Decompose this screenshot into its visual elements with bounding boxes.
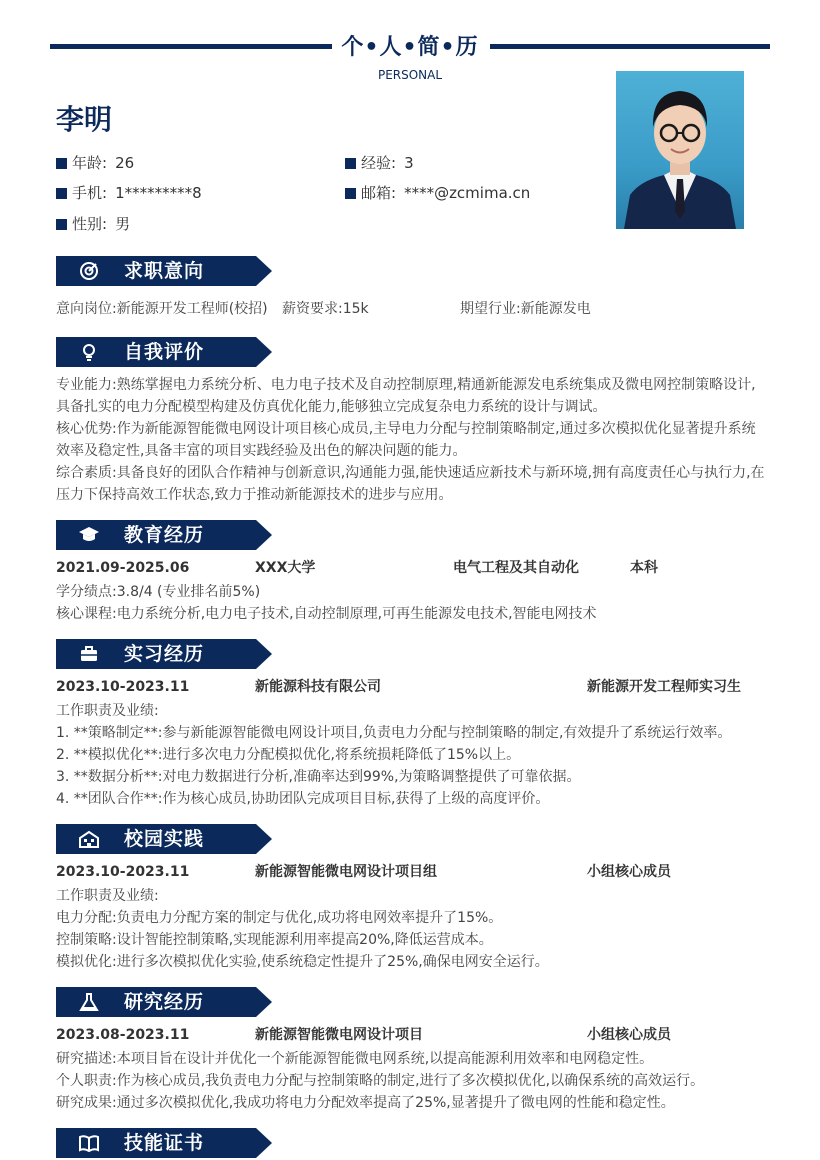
bullet-square-icon <box>56 219 67 230</box>
email-value: ****@zcmima.cn <box>404 184 531 202</box>
internship-duty-label: 工作职责及业绩: <box>56 703 159 719</box>
email-label: 邮箱: <box>361 184 397 202</box>
gender-label: 性别: <box>72 215 108 233</box>
avatar-illustration <box>616 71 744 229</box>
section-title-skills: 技能证书 <box>124 1132 205 1154</box>
self-eval-item: 专业能力:熟练掌握电力系统分析、电力电子技术及自动控制原理,精通新能源发电系统集成及微电网控制策略设计,具备扎实的电力分配模型构建及仿真优化能力,能够独立完成复杂电力系统的设计与调试。 <box>56 377 756 415</box>
section-header-campus <box>56 824 272 854</box>
education-major: 电气工程及其自动化 <box>453 560 579 576</box>
self-eval-item: 综合素质:具备良好的团队合作精神与创新意识,沟通能力强,能快速适应新技术与新环境,拥有高度责任心与执行力,在压力下保持高效工作状态,致力于推动新能源技术的进步与应用。 <box>56 465 765 503</box>
phone-label: 手机: <box>72 184 108 202</box>
internship-item: 1. **策略制定**:参与新能源智能微电网设计项目,负责电力分配与控制策略的制定,有效提升了系统运行效率。 <box>56 725 732 741</box>
research-project: 新能源智能微电网设计项目 <box>255 1027 423 1043</box>
education-degree: 本科 <box>630 560 658 576</box>
header-rule-right <box>490 44 770 49</box>
page-title: 个•人•简•历 <box>341 35 479 60</box>
section-title-internship: 实习经历 <box>124 643 205 665</box>
section-title-campus: 校园实践 <box>124 828 205 850</box>
age-value: 26 <box>115 154 135 172</box>
section-header-intent <box>56 256 272 286</box>
book-icon <box>78 1133 100 1153</box>
info-email <box>345 183 530 203</box>
bullet-square-icon <box>345 188 356 199</box>
intent-salary: 薪资要求:15k <box>282 301 369 317</box>
section-title-intent: 求职意向 <box>124 260 205 282</box>
education-courses: 核心课程:电力系统分析,电力电子技术,自动控制原理,可再生能源发电技术,智能电网技术 <box>56 606 597 622</box>
intent-position: 意向岗位:新能源开发工程师(校招) <box>56 301 268 317</box>
campus-item: 模拟优化:进行多次模拟优化实验,使系统稳定性提升了25%,确保电网安全运行。 <box>56 954 549 970</box>
info-age <box>56 153 134 173</box>
gender-value: 男 <box>115 215 131 233</box>
internship-item: 4. **团队合作**:作为核心成员,协助团队完成项目目标,获得了上级的高度评价。 <box>56 791 550 807</box>
section-title-research: 研究经历 <box>124 991 205 1013</box>
internship-company: 新能源科技有限公司 <box>255 679 381 695</box>
header-rule-left <box>50 44 332 49</box>
lightbulb-icon <box>78 342 100 362</box>
internship-item: 2. **模拟优化**:进行多次电力分配模拟优化,将系统损耗降低了15%以上。 <box>56 747 521 763</box>
section-header-internship <box>56 639 272 669</box>
bullet-square-icon <box>56 188 67 199</box>
self-eval-item: 核心优势:作为新能源智能微电网设计项目核心成员,主导电力分配与控制策略制定,通过多次模拟优化显著提升系统效率及稳定性,具备丰富的项目实践经验及出色的解决问题的能力。 <box>56 421 756 459</box>
section-header-skills <box>56 1128 272 1158</box>
bullet-square-icon <box>56 158 67 169</box>
research-item: 研究成果:通过多次模拟优化,我成功将电力分配效率提高了25%,显著提升了微电网的性能和稳定性。 <box>56 1095 675 1111</box>
section-header-education <box>56 520 272 550</box>
campus-duty-label: 工作职责及业绩: <box>56 888 159 904</box>
research-period: 2023.08-2023.11 <box>56 1027 190 1043</box>
target-icon <box>78 261 100 281</box>
campus-item: 控制策略:设计智能控制策略,实现能源利用率提高20%,降低运营成本。 <box>56 932 493 948</box>
person-name: 李明 <box>56 103 113 136</box>
info-gender <box>56 214 130 234</box>
section-title-self-eval: 自我评价 <box>124 341 205 363</box>
phone-value: 1*********8 <box>115 184 202 202</box>
experience-label: 经验: <box>361 154 397 172</box>
research-item: 研究描述:本项目旨在设计并优化一个新能源智能微电网系统,以提高能源利用效率和电网稳定性。 <box>56 1051 654 1067</box>
info-experience <box>345 153 414 173</box>
bullet-square-icon <box>345 158 356 169</box>
research-role: 小组核心成员 <box>587 1027 671 1043</box>
section-title-education: 教育经历 <box>124 524 205 546</box>
info-phone <box>56 183 202 203</box>
internship-item: 3. **数据分析**:对电力数据进行分析,准确率达到99%,为策略调整提供了可靠依据。 <box>56 769 581 785</box>
flask-icon <box>78 992 100 1012</box>
campus-period: 2023.10-2023.11 <box>56 864 190 880</box>
campus-item: 电力分配:负责电力分配方案的制定与优化,成功将电网效率提升了15%。 <box>56 910 503 926</box>
age-label: 年龄: <box>72 154 108 172</box>
experience-value: 3 <box>404 154 414 172</box>
education-period: 2021.09-2025.06 <box>56 560 190 576</box>
education-school: XXX大学 <box>255 560 316 576</box>
intent-industry: 期望行业:新能源发电 <box>460 301 591 317</box>
research-item: 个人职责:作为核心成员,我负责电力分配与控制策略的制定,进行了多次模拟优化,以确保系统的高效运行。 <box>56 1073 705 1089</box>
section-header-self-eval <box>56 337 272 367</box>
profile-photo <box>616 71 744 229</box>
internship-role: 新能源开发工程师实习生 <box>587 679 741 695</box>
briefcase-icon <box>78 644 100 664</box>
building-icon <box>78 829 100 849</box>
campus-org: 新能源智能微电网设计项目组 <box>255 864 437 880</box>
page-subtitle: PERSONAL <box>377 68 443 82</box>
campus-role: 小组核心成员 <box>587 864 671 880</box>
section-header-research <box>56 987 272 1017</box>
graduation-cap-icon <box>78 525 100 545</box>
internship-period: 2023.10-2023.11 <box>56 679 190 695</box>
education-gpa: 学分绩点:3.8/4 (专业排名前5%) <box>56 584 261 600</box>
